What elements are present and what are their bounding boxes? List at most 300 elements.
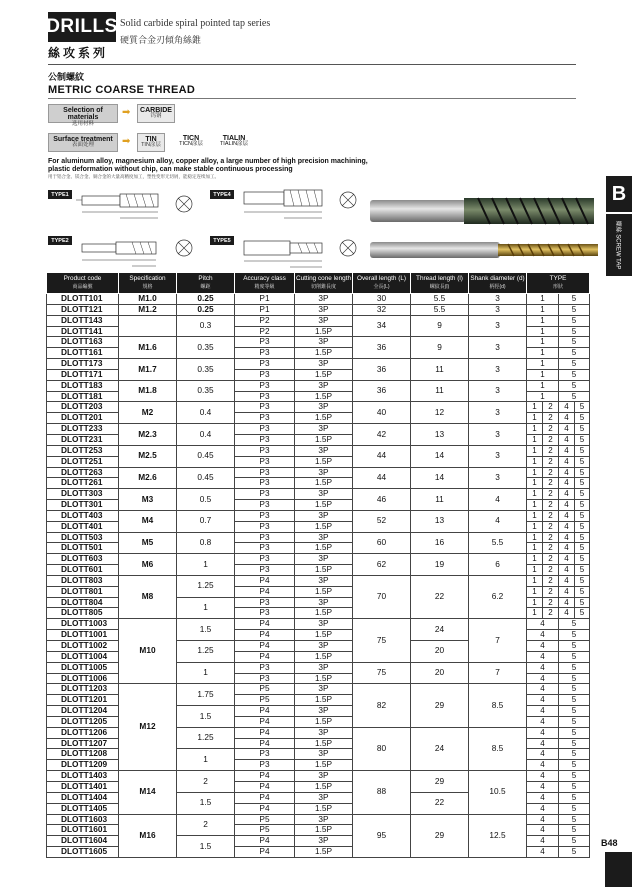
- cutting-cone-length: 1.5P: [295, 608, 353, 619]
- thread-length: 22: [411, 792, 469, 814]
- type-tag-5: TYPE5: [210, 236, 234, 245]
- specification: M1.7: [119, 359, 177, 381]
- thread-length: 14: [411, 467, 469, 489]
- product-code: DLOTT101: [47, 294, 119, 305]
- type-value: 1: [527, 456, 543, 467]
- cutting-cone-length: 3P: [295, 337, 353, 348]
- overall-length: 44: [353, 467, 411, 489]
- section-divider: [48, 98, 576, 99]
- type-value: 4: [559, 500, 575, 511]
- surface-label-en: Surface treatment: [53, 136, 113, 143]
- pitch: 0.8: [177, 532, 235, 554]
- overall-length: 36: [353, 380, 411, 402]
- type-value: 1: [527, 478, 543, 489]
- accuracy-class: P4: [235, 586, 295, 597]
- table-row: [47, 619, 590, 630]
- product-code: DLOTT403: [47, 510, 119, 521]
- accuracy-class: P3: [235, 662, 295, 673]
- specification: M4: [119, 510, 177, 532]
- specification: M8: [119, 575, 177, 618]
- table-body: [47, 294, 590, 858]
- header-divider: [48, 64, 576, 65]
- type-value: 5: [559, 781, 590, 792]
- accuracy-class: P5: [235, 684, 295, 695]
- specification: M2.5: [119, 445, 177, 467]
- accuracy-class: P5: [235, 814, 295, 825]
- cutting-cone-length: 1.5P: [295, 738, 353, 749]
- accuracy-class: P3: [235, 337, 295, 348]
- accuracy-class: P3: [235, 554, 295, 565]
- product-code: DLOTT1403: [47, 771, 119, 782]
- product-code: DLOTT1207: [47, 738, 119, 749]
- shank-diameter: 3: [469, 467, 527, 489]
- type-value: 4: [559, 597, 575, 608]
- type-value: 2: [543, 434, 559, 445]
- arrow-right-icon: ➡: [122, 136, 131, 147]
- thread-length: 9: [411, 337, 469, 359]
- overall-length: 82: [353, 684, 411, 727]
- description-line-2: plastic deformation without chip, can make stable continuous processing: [48, 166, 293, 173]
- product-code: DLOTT183: [47, 380, 119, 391]
- cutting-cone-length: 3P: [295, 771, 353, 782]
- description-line-3: 用于铝合金、镁合金、铜合金的大量高精度加工，塑性变形无切屑，能稳定连续加工。: [48, 174, 219, 179]
- type-value: 2: [543, 597, 559, 608]
- type-value: 4: [559, 575, 575, 586]
- type-value: 4: [527, 760, 559, 771]
- shank-diameter: 3: [469, 304, 527, 315]
- overall-length: 62: [353, 554, 411, 576]
- thread-length: 5.5: [411, 294, 469, 305]
- type-tag-1: TYPE1: [48, 190, 72, 199]
- cutting-cone-length: 1.5P: [295, 825, 353, 836]
- cutting-cone-length: 1.5P: [295, 478, 353, 489]
- accuracy-class: P3: [235, 369, 295, 380]
- type-value: 5: [575, 565, 590, 576]
- product-code: DLOTT1401: [47, 781, 119, 792]
- thread-length: 24: [411, 619, 469, 641]
- cutting-cone-length: 3P: [295, 304, 353, 315]
- product-code: DLOTT501: [47, 543, 119, 554]
- product-code: DLOTT141: [47, 326, 119, 337]
- type-value: 4: [559, 489, 575, 500]
- header-cutting-cone-length: Cutting cone length 切削錐長度: [295, 273, 353, 294]
- type-value: 4: [559, 445, 575, 456]
- product-code: DLOTT261: [47, 478, 119, 489]
- tap-photo-tin: [368, 190, 604, 232]
- thread-length: 9: [411, 315, 469, 337]
- type-value: 1: [527, 380, 559, 391]
- type-value: 4: [559, 586, 575, 597]
- type-value: 5: [575, 543, 590, 554]
- thread-length: 16: [411, 532, 469, 554]
- thread-length: 29: [411, 771, 469, 793]
- overall-length: 70: [353, 575, 411, 618]
- table-row: [47, 445, 590, 456]
- surface-option-en: TICN: [182, 135, 200, 142]
- table-row: [47, 294, 590, 305]
- accuracy-class: P4: [235, 619, 295, 630]
- overall-length: 30: [353, 294, 411, 305]
- type-value: 4: [527, 662, 559, 673]
- product-code: DLOTT301: [47, 500, 119, 511]
- type-value: 1: [527, 294, 559, 305]
- type-value: 5: [575, 554, 590, 565]
- accuracy-class: P4: [235, 781, 295, 792]
- thread-length: 24: [411, 727, 469, 770]
- thread-length: 13: [411, 510, 469, 532]
- table-header-row: [47, 273, 590, 294]
- type-value: 5: [575, 413, 590, 424]
- shank-diameter: 3: [469, 445, 527, 467]
- table-row: [47, 771, 590, 782]
- accuracy-class: P3: [235, 543, 295, 554]
- table-row: [47, 402, 590, 413]
- type-value: 5: [575, 445, 590, 456]
- type-value: 2: [543, 532, 559, 543]
- specification: M1.2: [119, 304, 177, 315]
- page-tab: [605, 852, 632, 887]
- type-value: 1: [527, 413, 543, 424]
- accuracy-class: P3: [235, 510, 295, 521]
- type-value: 1: [527, 575, 543, 586]
- pitch: 1.5: [177, 836, 235, 858]
- description-line-1: For aluminum alloy, magnesium alloy, copper alloy, a large number of high precision machining,: [48, 158, 368, 165]
- product-code: DLOTT805: [47, 608, 119, 619]
- type-value: 5: [559, 630, 590, 641]
- shank-diameter: 12.5: [469, 814, 527, 857]
- shank-diameter: 3: [469, 315, 527, 337]
- type-value: 1: [527, 326, 559, 337]
- cutting-cone-length: 3P: [295, 510, 353, 521]
- materials-value: [137, 104, 175, 123]
- type-value: 2: [543, 456, 559, 467]
- type-value: 5: [575, 575, 590, 586]
- accuracy-class: P4: [235, 706, 295, 717]
- cutting-cone-length: 1.5P: [295, 803, 353, 814]
- side-tab-label: [606, 214, 632, 276]
- product-code: DLOTT173: [47, 359, 119, 370]
- surface-option-tin: [137, 133, 165, 152]
- type-value: 2: [543, 424, 559, 435]
- type-value: 4: [527, 651, 559, 662]
- type-value: 5: [575, 434, 590, 445]
- thread-length: 22: [411, 575, 469, 618]
- accuracy-class: P3: [235, 565, 295, 576]
- type-value: 5: [559, 684, 590, 695]
- type-value: 5: [559, 716, 590, 727]
- section-title-zh: 公制螺紋: [48, 73, 85, 83]
- type-value: 4: [559, 510, 575, 521]
- accuracy-class: P3: [235, 532, 295, 543]
- pitch: 0.25: [177, 294, 235, 305]
- cutting-cone-length: 3P: [295, 402, 353, 413]
- type-value: 4: [527, 641, 559, 652]
- header-shank-diameter: Shank diameter (d) 柄徑(d): [469, 273, 527, 294]
- type-value: 1: [527, 348, 559, 359]
- accuracy-class: P3: [235, 413, 295, 424]
- accuracy-class: P4: [235, 771, 295, 782]
- type-value: 1: [527, 467, 543, 478]
- product-code: DLOTT121: [47, 304, 119, 315]
- specification: M3: [119, 489, 177, 511]
- thread-length: 20: [411, 641, 469, 663]
- specification: M16: [119, 814, 177, 857]
- pitch: 1.5: [177, 706, 235, 728]
- type-value: 5: [559, 803, 590, 814]
- materials-label-en: Selection of materials: [63, 107, 103, 122]
- cutting-cone-length: 1.5P: [295, 716, 353, 727]
- type-value: 5: [559, 619, 590, 630]
- overall-length: 95: [353, 814, 411, 857]
- overall-length: 46: [353, 489, 411, 511]
- product-code: DLOTT401: [47, 521, 119, 532]
- type2-tap-diagram: [72, 228, 200, 274]
- type-value: 1: [527, 521, 543, 532]
- cutting-cone-length: 3P: [295, 359, 353, 370]
- type-value: 5: [575, 500, 590, 511]
- cutting-cone-length: 3P: [295, 445, 353, 456]
- type-value: 5: [559, 706, 590, 717]
- table-row: [47, 532, 590, 543]
- overall-length: 44: [353, 445, 411, 467]
- type-value: 5: [559, 651, 590, 662]
- table-row: [47, 554, 590, 565]
- accuracy-class: P4: [235, 727, 295, 738]
- cutting-cone-length: 1.5P: [295, 847, 353, 858]
- surface-option-zh: TIALIN涂层: [219, 141, 249, 148]
- section-title-en: METRIC COARSE THREAD: [48, 84, 196, 96]
- type1-tap-diagram: [72, 182, 200, 228]
- thread-length: 14: [411, 445, 469, 467]
- pitch: 0.45: [177, 467, 235, 489]
- pitch: 1.25: [177, 727, 235, 749]
- header-thread-length: Thread length (l) 螺紋長(l): [411, 273, 469, 294]
- pitch: 1.75: [177, 684, 235, 706]
- pitch: 0.5: [177, 489, 235, 511]
- type-value: 1: [527, 424, 543, 435]
- specification: M14: [119, 771, 177, 814]
- accuracy-class: P3: [235, 359, 295, 370]
- type-value: 1: [527, 445, 543, 456]
- specification: M1.8: [119, 380, 177, 402]
- cutting-cone-length: 1.5P: [295, 369, 353, 380]
- shank-diameter: 5.5: [469, 532, 527, 554]
- type-value: 5: [575, 456, 590, 467]
- type-value: 5: [559, 359, 590, 370]
- pitch: 1.5: [177, 619, 235, 641]
- product-code: DLOTT233: [47, 424, 119, 435]
- cutting-cone-length: 3P: [295, 532, 353, 543]
- accuracy-class: P4: [235, 651, 295, 662]
- type-value: 4: [527, 781, 559, 792]
- product-code: DLOTT231: [47, 434, 119, 445]
- product-code: DLOTT1203: [47, 684, 119, 695]
- accuracy-class: P5: [235, 825, 295, 836]
- accuracy-class: P3: [235, 521, 295, 532]
- pitch: 0.25: [177, 304, 235, 315]
- pitch: 0.7: [177, 510, 235, 532]
- cutting-cone-length: 3P: [295, 597, 353, 608]
- specification: [119, 315, 177, 337]
- type-value: 4: [527, 727, 559, 738]
- accuracy-class: P2: [235, 315, 295, 326]
- accuracy-class: P3: [235, 445, 295, 456]
- product-code: DLOTT251: [47, 456, 119, 467]
- overall-length: 52: [353, 510, 411, 532]
- accuracy-class: P1: [235, 304, 295, 315]
- product-code: DLOTT263: [47, 467, 119, 478]
- accuracy-class: P3: [235, 467, 295, 478]
- tap-photo-gold: [368, 238, 604, 264]
- pitch: 1.25: [177, 575, 235, 597]
- type-value: 4: [559, 521, 575, 532]
- type-value: 5: [575, 489, 590, 500]
- type-value: 5: [559, 836, 590, 847]
- cutting-cone-length: 3P: [295, 727, 353, 738]
- accuracy-class: P3: [235, 391, 295, 402]
- product-code: DLOTT1404: [47, 792, 119, 803]
- product-code: DLOTT201: [47, 413, 119, 424]
- specification: M10: [119, 619, 177, 684]
- thread-length: 13: [411, 424, 469, 446]
- shank-diameter: 10.5: [469, 771, 527, 814]
- shank-diameter: 3: [469, 337, 527, 359]
- table-row: [47, 489, 590, 500]
- type-value: 4: [527, 749, 559, 760]
- table-row: [47, 424, 590, 435]
- type-value: 5: [559, 326, 590, 337]
- thread-length: 5.5: [411, 304, 469, 315]
- product-code: DLOTT801: [47, 586, 119, 597]
- cutting-cone-length: 1.5P: [295, 326, 353, 337]
- accuracy-class: P3: [235, 489, 295, 500]
- specification: M6: [119, 554, 177, 576]
- surface-option-en: TIALIN: [222, 135, 246, 142]
- shank-diameter: 3: [469, 294, 527, 305]
- accuracy-class: P4: [235, 641, 295, 652]
- cutting-cone-length: 3P: [295, 814, 353, 825]
- type-value: 4: [527, 619, 559, 630]
- type-value: 5: [575, 478, 590, 489]
- table-row: [47, 575, 590, 586]
- type-value: 4: [527, 847, 559, 858]
- type-value: 4: [527, 684, 559, 695]
- type-value: 4: [559, 532, 575, 543]
- overall-length: 34: [353, 315, 411, 337]
- product-code: DLOTT171: [47, 369, 119, 380]
- cutting-cone-length: 3P: [295, 836, 353, 847]
- cutting-cone-length: 3P: [295, 467, 353, 478]
- type-value: 5: [575, 597, 590, 608]
- product-code: DLOTT1209: [47, 760, 119, 771]
- type-value: 4: [559, 478, 575, 489]
- cutting-cone-length: 1.5P: [295, 543, 353, 554]
- shank-diameter: 6: [469, 554, 527, 576]
- overall-length: 80: [353, 727, 411, 770]
- thread-length: 11: [411, 489, 469, 511]
- shank-diameter: 8.5: [469, 727, 527, 770]
- type-value: 5: [559, 315, 590, 326]
- type-value: 4: [527, 695, 559, 706]
- header-accuracy-class: Accuracy class 精度等級: [235, 273, 295, 294]
- pitch: 1.25: [177, 641, 235, 663]
- surface-option-zh: TICN涂层: [179, 141, 203, 148]
- type-value: 1: [527, 315, 559, 326]
- pitch: 0.3: [177, 315, 235, 337]
- side-tab-label-text: 螺絲 SCREW TAP: [614, 220, 621, 270]
- table-row: [47, 467, 590, 478]
- specification: M2.3: [119, 424, 177, 446]
- type-value: 1: [527, 359, 559, 370]
- specification: M1.0: [119, 294, 177, 305]
- materials-label-zh: 选用材料: [71, 120, 94, 127]
- overall-length: 75: [353, 662, 411, 684]
- cutting-cone-length: 3P: [295, 706, 353, 717]
- cutting-cone-length: 3P: [295, 749, 353, 760]
- type-value: 2: [543, 478, 559, 489]
- specification: M5: [119, 532, 177, 554]
- accuracy-class: P4: [235, 847, 295, 858]
- accuracy-class: P4: [235, 792, 295, 803]
- header-pitch: Pitch 螺距: [177, 273, 235, 294]
- type-value: 4: [559, 565, 575, 576]
- overall-length: 42: [353, 424, 411, 446]
- brand-subtitle: 絲攻系列: [48, 46, 109, 60]
- cutting-cone-length: 3P: [295, 575, 353, 586]
- thread-length: 12: [411, 402, 469, 424]
- type-value: 1: [527, 532, 543, 543]
- accuracy-class: P2: [235, 326, 295, 337]
- pitch: 1: [177, 554, 235, 576]
- pitch: 1: [177, 597, 235, 619]
- type-value: 5: [575, 510, 590, 521]
- product-code: DLOTT1208: [47, 749, 119, 760]
- table-row: [47, 510, 590, 521]
- type4-tap-diagram: [236, 178, 364, 228]
- materials-value-zh: 钨钢: [150, 113, 162, 120]
- product-code: DLOTT1005: [47, 662, 119, 673]
- overall-length: 75: [353, 619, 411, 662]
- product-code: DLOTT161: [47, 348, 119, 359]
- type-value: 4: [527, 803, 559, 814]
- surface-option-en: TIN: [145, 136, 157, 143]
- header-type: TYPE 形狀: [527, 273, 590, 294]
- type-value: 5: [559, 771, 590, 782]
- cutting-cone-length: 1.5P: [295, 673, 353, 684]
- type-value: 2: [543, 413, 559, 424]
- specification: M1.6: [119, 337, 177, 359]
- type-value: 2: [543, 575, 559, 586]
- type-value: 4: [559, 456, 575, 467]
- accuracy-class: P3: [235, 749, 295, 760]
- cutting-cone-length: 3P: [295, 315, 353, 326]
- pitch: 1.5: [177, 792, 235, 814]
- type-value: 5: [575, 424, 590, 435]
- type-value: 5: [559, 760, 590, 771]
- product-code: DLOTT1004: [47, 651, 119, 662]
- cutting-cone-length: 1.5P: [295, 521, 353, 532]
- type-value: 5: [559, 662, 590, 673]
- product-code: DLOTT163: [47, 337, 119, 348]
- cutting-cone-length: 1.5P: [295, 434, 353, 445]
- cutting-cone-length: 3P: [295, 554, 353, 565]
- table-row: [47, 380, 590, 391]
- thread-length: 11: [411, 380, 469, 402]
- type-value: 5: [575, 521, 590, 532]
- arrow-right-icon: ➡: [122, 107, 131, 118]
- table-row: [47, 684, 590, 695]
- type-value: 5: [559, 304, 590, 315]
